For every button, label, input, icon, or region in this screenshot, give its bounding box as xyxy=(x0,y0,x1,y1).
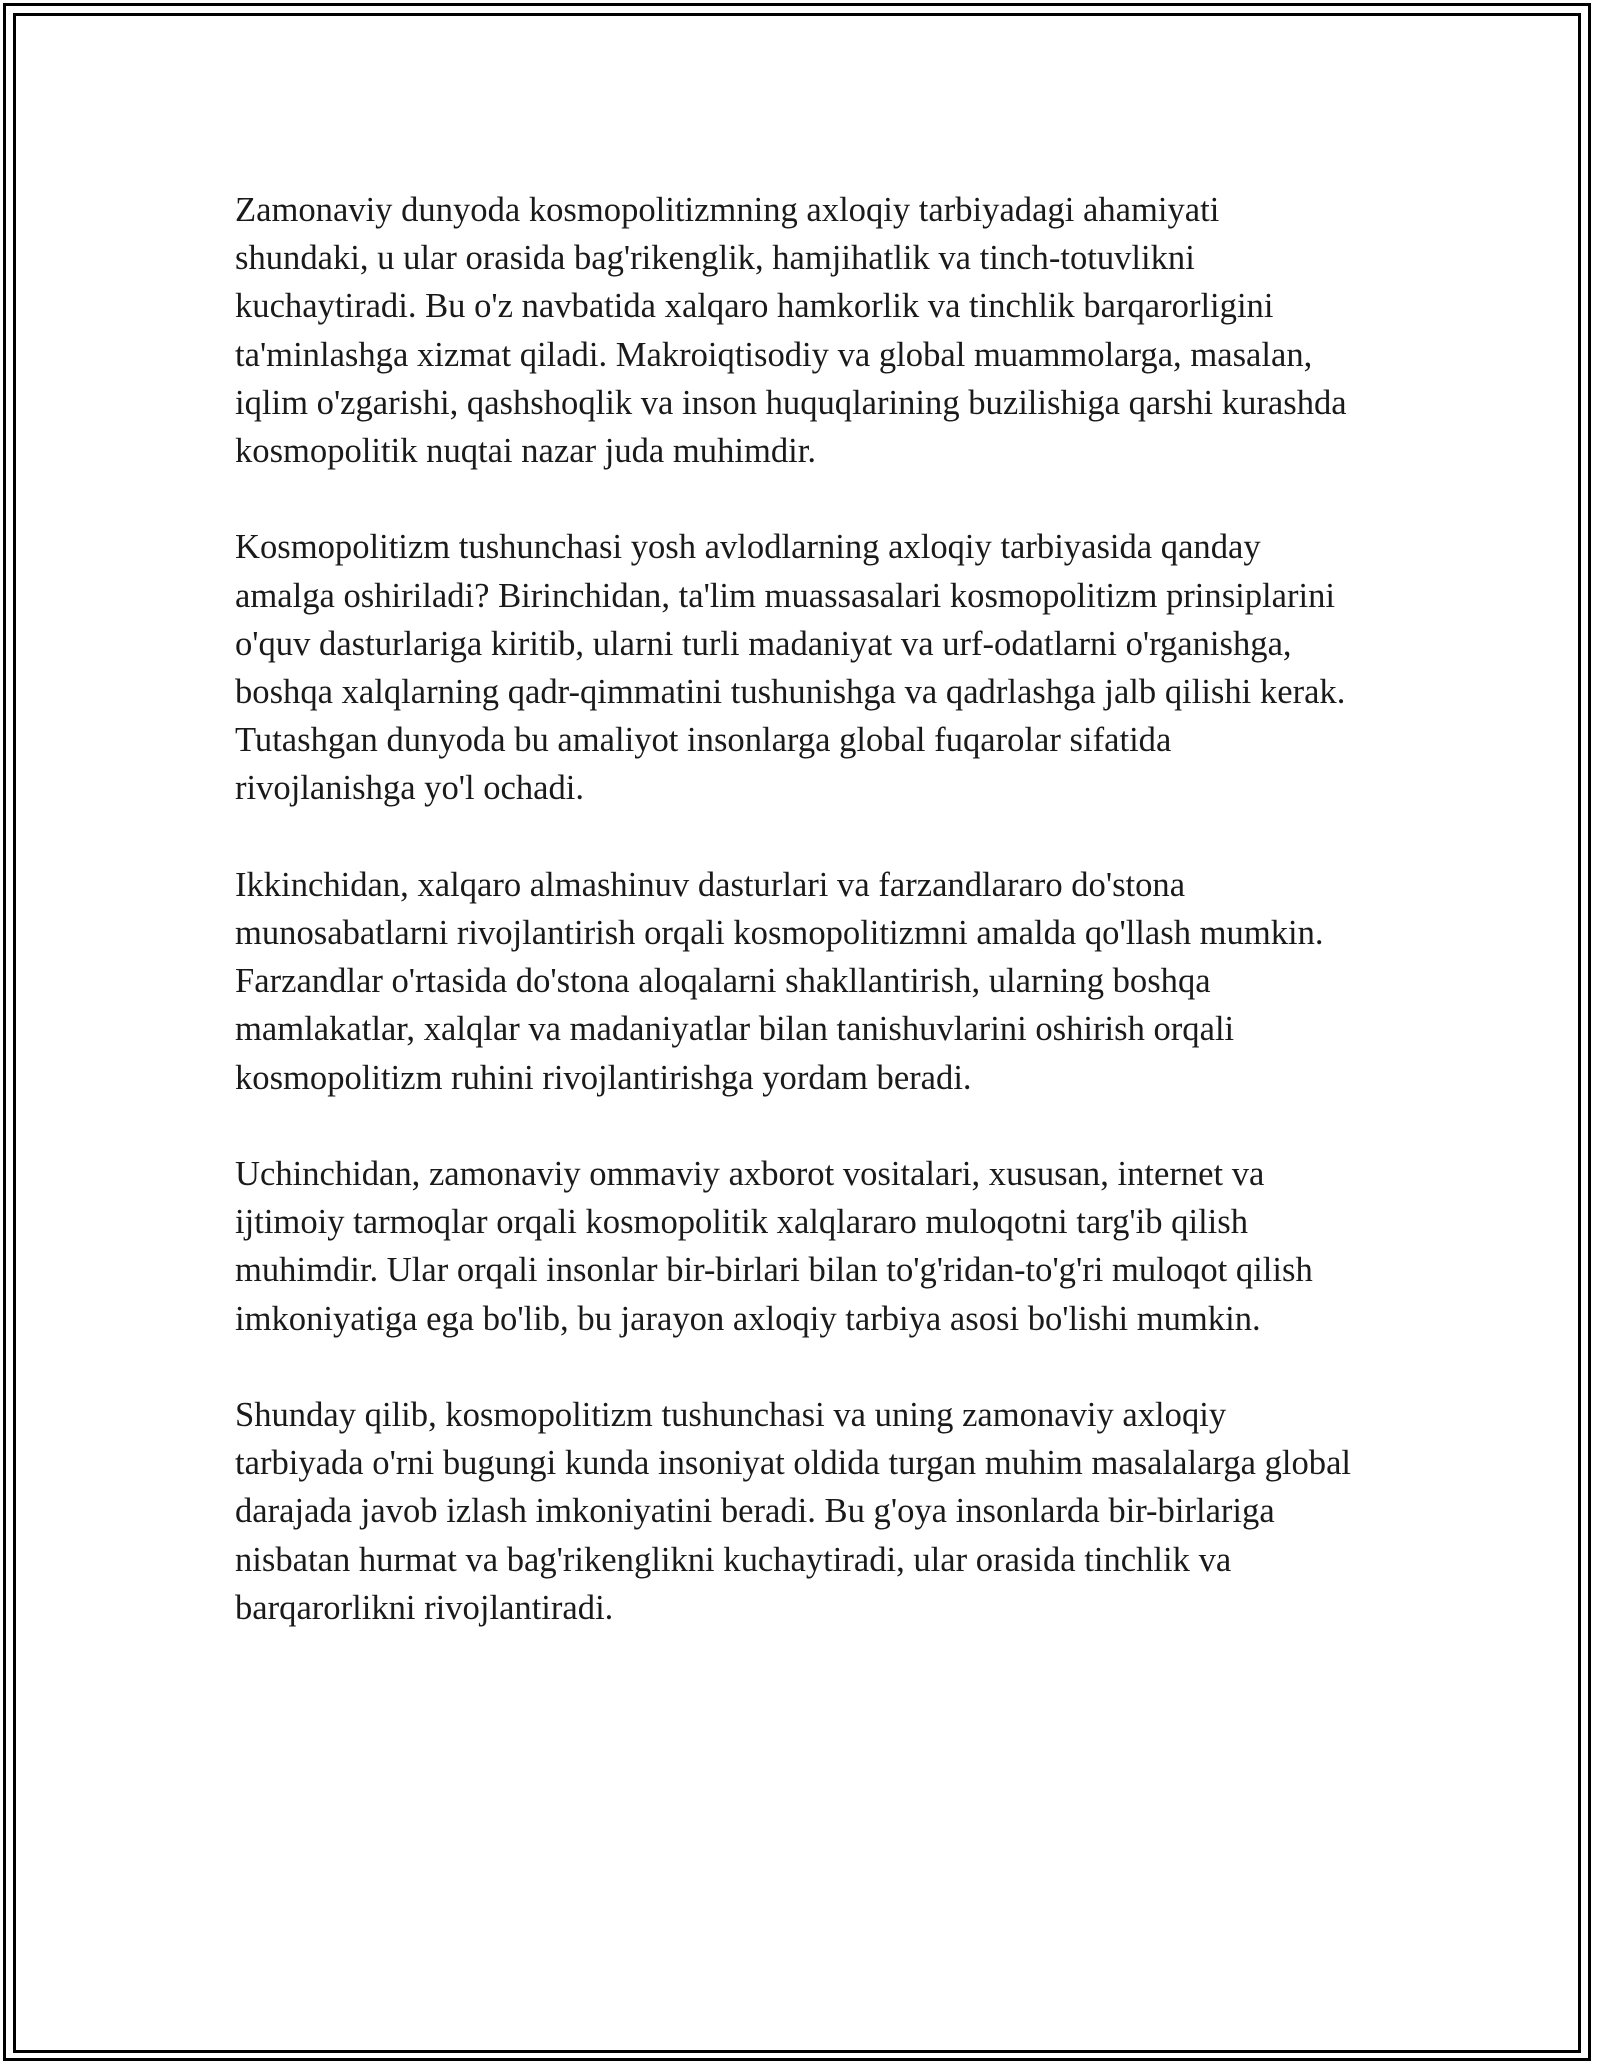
paragraph-5: Shunday qilib, kosmopolitizm tushunchasi va uning zamonaviy axloqiy tarbiyada o'rni bugungi kunda insoniyat oldida turgan muhim masalalarga global darajada javob izlash imkoniyatini beradi. Bu g'oya insonlarda bir-birlariga nisbatan hurmat va bag'rikenglikni kuchaytiradi, ular orasida tinchlik va barqarorlikni rivojlantiradi. xyxy=(235,1396,1352,1627)
document-body xyxy=(235,186,1360,1632)
paragraph-3: Ikkinchidan, xalqaro almashinuv dasturlari va farzandlararo do'stona munosabatlarni rivojlantirish orqali kosmopolitizmni amalda qo'llash mumkin. Farzandlar o'rtasida do'stona aloqalarni shakllantirish, ularning boshqa mamlakatlar, xalqlar va madaniyatlar bilan tanishuvlarini oshirish orqali kosmopolitizm ruhini rivojlantirishga yordam beradi. xyxy=(235,865,1324,1097)
paragraph-2: Kosmopolitizm tushunchasi yosh avlodlarning axloqiy tarbiyasida qanday amalga oshiriladi? Birinchidan, ta'lim muassasalari kosmopolitizm prinsiplarini o'quv dasturlariga kiritib, ularni turli madaniyat va urf-odatlarni o'rganishga, boshqa xalqlarning qadr-qimmatini tushunishga va qadrlashga jalb qilishi kerak. Tutashgan dunyoda bu amaliyot insonlarga global fuqarolar sifatida rivojlanishga yo'l ochadi. xyxy=(235,528,1346,808)
paragraph-4: Uchinchidan, zamonaviy ommaviy axborot vositalari, xususan, internet va ijtimoiy tarmoqlar orqali kosmopolitik xalqlararo muloqotni targ'ib qilish muhimdir. Ular orqali insonlar bir-birlari bilan to'g'ridan-to'g'ri muloqot qilish imkoniyatiga ega bo'lib, bu jarayon axloqiy tarbiya asosi bo'lishi mumkin. xyxy=(235,1155,1313,1338)
paragraph-1: Zamonaviy dunyoda kosmopolitizmning axloqiy tarbiyadagi ahamiyati shundaki, u ular orasida bag'rikenglik, hamjihatlik va tinch-totuvlikni kuchaytiradi. Bu o'z navbatida xalqaro hamkorlik va tinchlik barqarorligini ta'minlashga xizmat qiladi. Makroiqtisodiy va global muammolarga, masalan, iqlim o'zgarishi, qashshoqlik va inson huquqlarining buzilishiga qarshi kurashda kosmopolitik nuqtai nazar juda muhimdir. xyxy=(235,191,1347,471)
